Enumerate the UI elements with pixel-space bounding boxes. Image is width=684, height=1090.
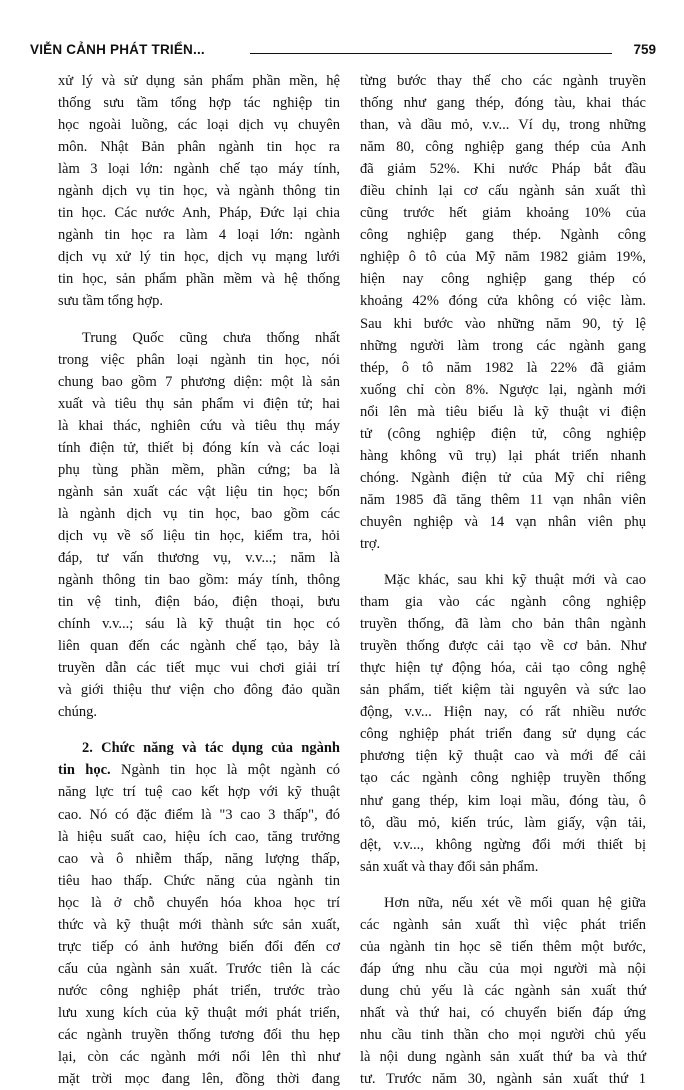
text-line: xuất và tiêu thụ sản phẩm vi điện tử; hai (58, 395, 340, 412)
text-line: ngành thông tin bao gồm: máy tính, thông (58, 572, 340, 589)
text-line: cao. Nó có đặc điểm là "3 cao 3 thấp", đó (58, 806, 340, 823)
text-line: tiêu hao thấp. Chức năng của ngành tin (58, 872, 340, 889)
text-line: học là ở chỗ chuyển hóa khoa học trí (58, 894, 340, 911)
text-line: tạo các ngành công nghiệp truyền thống (360, 770, 646, 787)
text-line: lưu xung kích của kỹ thuật mới phát triển, (58, 1004, 340, 1021)
text-line: tin học, sản phẩm phần mềm và hệ thống (58, 271, 340, 288)
text-line: nghiệp ô tô của Mỹ năm 1982 giảm 19%, (360, 249, 646, 266)
text-line: đáp, tư vấn thương vụ, v.v...; năm là (58, 549, 340, 566)
text-line: tử (công nghiệp điện tử, công nghiệp (360, 425, 646, 442)
text-line: dịch vụ xử lý tin học, dịch vụ mạng lưới (58, 249, 340, 266)
text-line: và giới thiệu thư viện cho đông đảo quần (58, 682, 340, 699)
text-line: năm 80, công nghiệp gang thép của Anh (360, 139, 646, 156)
text-line: chúng. (58, 704, 98, 721)
text-line: thức và kỹ thuật mới thành sức sản xuất, (58, 916, 340, 933)
paragraph (360, 569, 646, 878)
page-number: 759 (633, 42, 656, 57)
text-line: phụ tùng phần mềm, phần cứng; ba là (58, 461, 340, 478)
header-rule (250, 53, 612, 54)
text-line: nổi lên mà tiêu biểu là kỹ thuật vi điện (360, 403, 646, 420)
text-line: chóng. Ngành điện tử của Mỹ chỉ riêng (360, 469, 646, 486)
text-line: tô, dầu mỏ, kiến trúc, làm giấy, vận tải, (360, 814, 646, 831)
text-line: động, v.v... Hiện nay, có rất nhiều nước (360, 704, 646, 721)
text-line: thống sưu tầm tổng hợp tác nghiệp tin (58, 95, 340, 112)
text-line: hiện nay công nghiệp gang thép có (360, 271, 646, 288)
text-line: chuyên nghiệp và 14 vạn nhân viên phụ (360, 513, 646, 530)
text-line: công nghiệp phát triển đang sử dụng các (360, 726, 646, 743)
text-line: nước công nghiệp phát triển, trước trào (58, 982, 340, 999)
paragraph (58, 327, 340, 724)
text-line: nhu cầu tinh thần cho mọi người chủ yếu (360, 1026, 646, 1043)
text-line: thống như gang thép, đóng tàu, khai thác (360, 95, 646, 112)
text-line: tin học. Các nước Anh, Pháp, Đức lại chia (58, 205, 340, 222)
text-line: năm 1985 đã tăng thêm 11 vạn nhân viên (360, 491, 646, 508)
paragraph-gap (360, 555, 646, 569)
paragraph (58, 70, 340, 313)
chapter-title: VIỄN CẢNH PHÁT TRIỂN... (30, 42, 205, 57)
text-line: Hơn nữa, nếu xét về mối quan hệ giữa (384, 894, 646, 911)
text-line: môn. Nhật Bản phân ngành tin học ra (58, 139, 340, 156)
paragraph-gap (360, 878, 646, 892)
text-line: là nội dung ngành sản xuất thứ ba và thứ (360, 1049, 646, 1066)
text-line: liên quan đến các ngành chế tạo, bảy là (58, 638, 340, 655)
text-line: ngành dịch vụ tin học, và ngành thông tin (58, 183, 340, 200)
right-column (360, 70, 646, 1090)
text-line: khoảng 42% đóng cửa không có việc làm. (360, 293, 646, 310)
text-line: trợ. (360, 535, 381, 552)
text-line: trực tiếp có ảnh hưởng biến đổi đến cơ (58, 938, 340, 955)
text-line: Trung Quốc cũng chưa thống nhất (82, 329, 340, 346)
text-line: tin vệ tinh, điện báo, điện thoại, bưu (58, 594, 340, 611)
text-line: lại, còn các ngành mới nổi lên thì như (58, 1049, 340, 1066)
text-line: truyền dẫn các tiết mục vui chơi giải trí (58, 660, 340, 677)
text-line: là ngành dịch vụ tin học, bao gồm các (58, 505, 340, 522)
text-line: sưu tầm tổng hợp. (58, 293, 163, 310)
paragraph (360, 892, 646, 1090)
text-line: Mặc khác, sau khi kỹ thuật mới và cao (384, 572, 646, 589)
text-line: của ngành tin học sẽ tiến thêm một bước, (360, 938, 646, 955)
text-line: tham gia vào các ngành công nghiệp (360, 594, 646, 611)
text-line: cũng trước hết giảm khoảng 10% của (360, 205, 646, 222)
section-heading-end: tin học. (58, 762, 111, 779)
text-line: làm 3 loại lớn: ngành chế tạo máy tính, (58, 161, 340, 178)
left-column (58, 70, 340, 1090)
text-line (58, 759, 340, 781)
text-line: dịch vụ về số liệu tin học, kiểm tra, hỏi (58, 527, 340, 544)
text-line: tư. Trước năm 30, ngành sản xuất thứ 1 (360, 1071, 646, 1088)
text-line: xử lý và sử dụng sản phẩm phần mền, hệ (58, 73, 340, 89)
text-line: phương tiện kỹ thuật cao và mới để cải (360, 748, 646, 765)
text-line: đáp ứng nhu cầu của mọi người mà nội (360, 960, 646, 977)
text-line: xuống chỉ còn 8%. Ngược lại, ngành mới (360, 381, 646, 398)
text-line: điều chỉnh lại cơ cấu ngành sản xuất thì (360, 183, 646, 200)
text-line: ngành tin học ra làm 4 loại lớn: ngành (58, 227, 340, 244)
text-fragment: Ngành tin học là một ngành có (110, 762, 341, 779)
text-line: chính v.v...; sáu là kỹ thuật tin học có (58, 616, 340, 633)
text-line: như gang thép, kim loại mầu, đóng tàu, ô (360, 792, 646, 809)
text-line: Sau khi bước vào những năm 90, tỷ lệ (360, 315, 646, 332)
text-line: nhất và thứ hai, có chuyển biến đáp ứng (360, 1004, 646, 1021)
text-line: ngành sản xuất các vật liệu tin học; bốn (58, 483, 340, 500)
section-heading: 2. Chức năng và tác dụng của ngành (82, 740, 340, 757)
text-line: tính điện tử, thiết bị đóng kín và các loại (58, 439, 340, 456)
text-line: cấu của ngành sản xuất. Trước tiên là các (58, 960, 340, 977)
text-line: truyền thống được cải tạo về cơ bản. Như (360, 638, 646, 655)
text-line: dung chủ yếu là các ngành sản xuất thứ (360, 982, 646, 999)
running-header (30, 40, 656, 62)
section-heading-paragraph (58, 737, 340, 1090)
text-line: các ngành truyền thống tương đối thu hẹp (58, 1026, 340, 1043)
text-line: năng lực trí tuệ cao kết hợp với kỹ thuật (58, 784, 340, 801)
text-line: thép, ô tô năm 1982 là 22% đã giảm (360, 359, 646, 376)
paragraph (360, 70, 646, 555)
text-line: thực hiện tự động hóa, cải tạo công nghệ (360, 660, 646, 677)
text-line: công nghiệp gang thép. Ngành công (360, 227, 646, 244)
text-line: trong việc phân loại ngành tin học, nói (58, 351, 340, 368)
paragraph (58, 781, 340, 1090)
text-line: các ngành sản xuất thì việc phát triển (360, 916, 646, 933)
text-line: là khai thác, nghiên cứu và tiêu thụ máy (58, 417, 340, 434)
text-line: chung bao gồm 7 phương diện: một là sản (58, 373, 340, 390)
text-line: hàng không vũ trụ) lại phát triển nhanh (360, 447, 646, 464)
text-line: từng bước thay thế cho các ngành truyền (360, 73, 646, 89)
text-line: cao và ô nhiễm thấp, năng lượng thấp, (58, 850, 340, 867)
text-line: sản xuất và thay đổi sản phẩm. (360, 858, 539, 875)
text-line: là hiệu suất cao, hiệu ích cao, tăng trưởng (58, 828, 340, 845)
text-line: học ngoài luồng, các loại dịch vụ chuyên (58, 117, 340, 134)
text-line: dệt, v.v..., không ngừng đổi mới thiết bị (360, 836, 646, 853)
paragraph-gap (58, 723, 340, 737)
text-line: những người làm trong các ngành gang (360, 337, 646, 354)
text-line: mặt trời mọc đang lên, đồng thời đang (58, 1071, 340, 1088)
paragraph-gap (58, 313, 340, 327)
text-line: đã giảm 52%. Khi nước Pháp bắt đầu (360, 161, 646, 178)
text-line: than, và dầu mỏ, v.v... Ví dụ, trong những (360, 117, 646, 134)
text-line: truyền thống, đã làm cho bản thân ngành (360, 616, 646, 633)
text-line: sản phẩm, tiết kiệm tài nguyên và sức lao (360, 682, 646, 699)
